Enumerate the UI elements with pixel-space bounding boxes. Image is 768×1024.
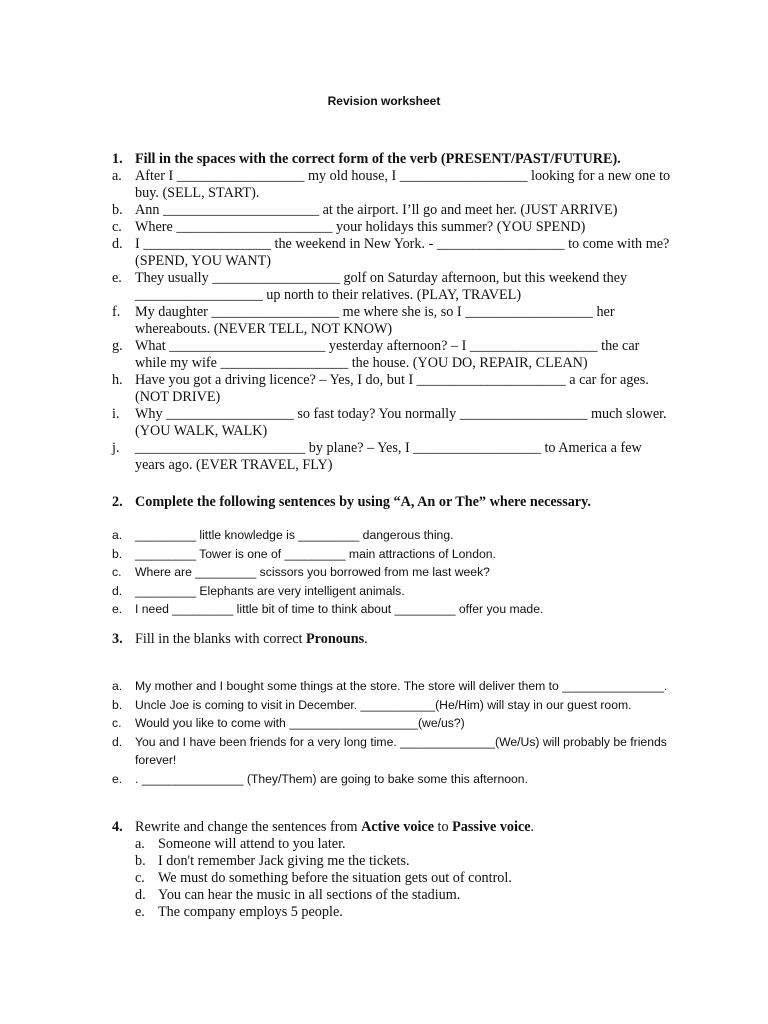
exercise-item: [112, 372, 672, 406]
item-text: Uncle Joe is coming to visit in December. ___________(He/Him) will stay in our guest room.: [135, 697, 632, 712]
heading-part: Rewrite and change the sentences from: [135, 819, 362, 835]
exercise-item: [135, 853, 655, 870]
section-4-heading: [112, 819, 672, 836]
exercise-item: [112, 270, 672, 304]
exercise-item: [112, 733, 672, 770]
item-text: _________ Elephants are very intelligent animals.: [135, 583, 405, 598]
item-letter: a.: [112, 528, 123, 542]
item-letter: d.: [112, 583, 123, 598]
item-letter: a.: [112, 168, 122, 184]
item-text: They usually __________________ golf on Saturday afternoon, but this weekend they __________________ up north to their relatives. (PLAY, TRAVEL): [135, 270, 628, 303]
section-heading-text: [135, 631, 672, 648]
item-text: ________________________ by plane? – Yes, I __________________ to America a few years ago. (EVER TRAVEL, FLY): [135, 440, 642, 473]
exercise-item: [112, 582, 672, 601]
item-text: We must do something before the situation gets out of control.: [158, 870, 512, 886]
item-text: I need _________ little bit of time to think about _________ offer you made.: [135, 602, 544, 616]
item-letter: d.: [112, 734, 123, 749]
item-letter: a.: [135, 836, 145, 852]
item-text: My mother and I bought some things at the store. The store will deliver them to _______________.: [135, 679, 668, 693]
heading-part: Fill in the blanks with correct: [135, 631, 307, 647]
item-letter: e.: [112, 270, 122, 286]
item-letter: f.: [112, 304, 121, 320]
item-text: . _______________ (They/Them) are going to bake some this afternoon.: [135, 771, 528, 786]
exercise-item: [112, 696, 672, 715]
exercise-item: [135, 904, 655, 921]
exercise-item: [112, 563, 672, 582]
exercise-item: [135, 836, 655, 853]
item-text: Would you like to come with ___________________(we/us?): [135, 716, 465, 730]
item-letter: c.: [112, 219, 122, 235]
exercise-item: [112, 338, 672, 372]
item-letter: h.: [112, 372, 123, 388]
item-text: Ann ______________________ at the airport. I’ll go and meet her. (JUST ARRIVE): [135, 202, 618, 218]
heading-part: .: [364, 631, 368, 647]
heading-bold-part: Active voice: [361, 819, 434, 835]
section-heading-text: [135, 819, 672, 836]
item-letter: c.: [112, 716, 122, 730]
section-2-items: [112, 526, 672, 619]
item-letter: a.: [112, 679, 123, 693]
exercise-item: [135, 870, 655, 887]
item-letter: b.: [135, 853, 146, 869]
item-letter: g.: [112, 338, 123, 354]
item-letter: d.: [112, 236, 123, 252]
section-1: [112, 151, 672, 474]
section-number: 1.: [112, 151, 123, 167]
item-letter: b.: [112, 546, 123, 561]
exercise-item: [112, 714, 672, 733]
exercise-item: [112, 202, 672, 219]
item-text: Have you got a driving licence? – Yes, I do, but I _____________________ a car for ages. (NOT DRIVE): [135, 372, 649, 405]
item-letter: e.: [135, 904, 145, 920]
item-text: Where are _________ scissors you borrowed from me last week?: [135, 565, 490, 579]
exercise-item: [112, 168, 672, 202]
item-letter: e.: [112, 771, 123, 786]
item-text: You and I have been friends for a very long time. ______________(We/Us) will probably be friends forever!: [135, 734, 667, 767]
item-text: Why __________________ so fast today? You normally __________________ much slower. (YOU WALK, WALK): [135, 406, 667, 439]
section-heading-text: Complete the following sentences by using “A, An or The” where necessary.: [135, 494, 591, 510]
section-heading-text: Fill in the spaces with the correct form of the verb (PRESENT/PAST/FUTURE).: [135, 151, 621, 167]
exercise-item: [112, 545, 672, 564]
item-letter: b.: [112, 202, 123, 218]
heading-bold-part: Passive voice: [452, 819, 531, 835]
item-text: You can hear the music in all sections of the stadium.: [158, 887, 461, 903]
exercise-item: [112, 406, 672, 440]
heading-part: to: [434, 819, 453, 835]
item-letter: c.: [135, 870, 145, 886]
exercise-item: [112, 440, 672, 474]
exercise-item: [112, 677, 672, 696]
item-text: What ______________________ yesterday afternoon? – I __________________ the car while my wife __________________ the house. (YOU DO, REPAIR, CLEAN): [135, 338, 640, 371]
heading-bold-part: Pronouns: [306, 631, 365, 647]
section-1-heading: [112, 151, 672, 168]
item-text: _________ little knowledge is _________ dangerous thing.: [135, 528, 454, 542]
heading-part: .: [530, 819, 535, 835]
section-2-heading: [112, 494, 672, 511]
exercise-item: [135, 887, 655, 904]
item-text: My daughter __________________ me where she is, so I __________________ her whereabouts. (NEVER TELL, NOT KNOW): [135, 304, 615, 337]
exercise-item: [112, 304, 672, 338]
section-number: 3.: [112, 631, 123, 647]
section-number: 4.: [112, 819, 123, 835]
exercise-item: [112, 219, 672, 236]
item-text: Where ______________________ your holidays this summer? (YOU SPEND): [135, 219, 586, 235]
item-text: I __________________ the weekend in New York. - __________________ to come with me? (SPEND, YOU WANT): [135, 236, 670, 269]
exercise-item: [112, 526, 672, 545]
section-4-items: [135, 836, 655, 921]
exercise-item: [112, 236, 672, 270]
exercise-item: [112, 770, 672, 789]
section-number: 2.: [112, 494, 123, 510]
item-letter: i.: [112, 406, 120, 422]
item-text: Someone will attend to you later.: [158, 836, 346, 852]
worksheet-title: Revision worksheet: [327, 94, 441, 108]
item-text: After I __________________ my old house, I __________________ looking for a new one to buy. (SELL, START).: [135, 168, 671, 201]
item-text: The company employs 5 people.: [158, 904, 343, 920]
item-text: I don't remember Jack giving me the tickets.: [158, 853, 410, 869]
item-letter: b.: [112, 697, 123, 712]
item-letter: d.: [135, 887, 146, 903]
item-letter: c.: [112, 565, 122, 579]
section-3-heading: [112, 631, 672, 648]
item-letter: e.: [112, 602, 123, 616]
exercise-item: [112, 600, 672, 619]
section-3-items: [112, 677, 672, 788]
item-text: _________ Tower is one of _________ main attractions of London.: [135, 546, 496, 561]
item-letter: j.: [112, 440, 120, 456]
